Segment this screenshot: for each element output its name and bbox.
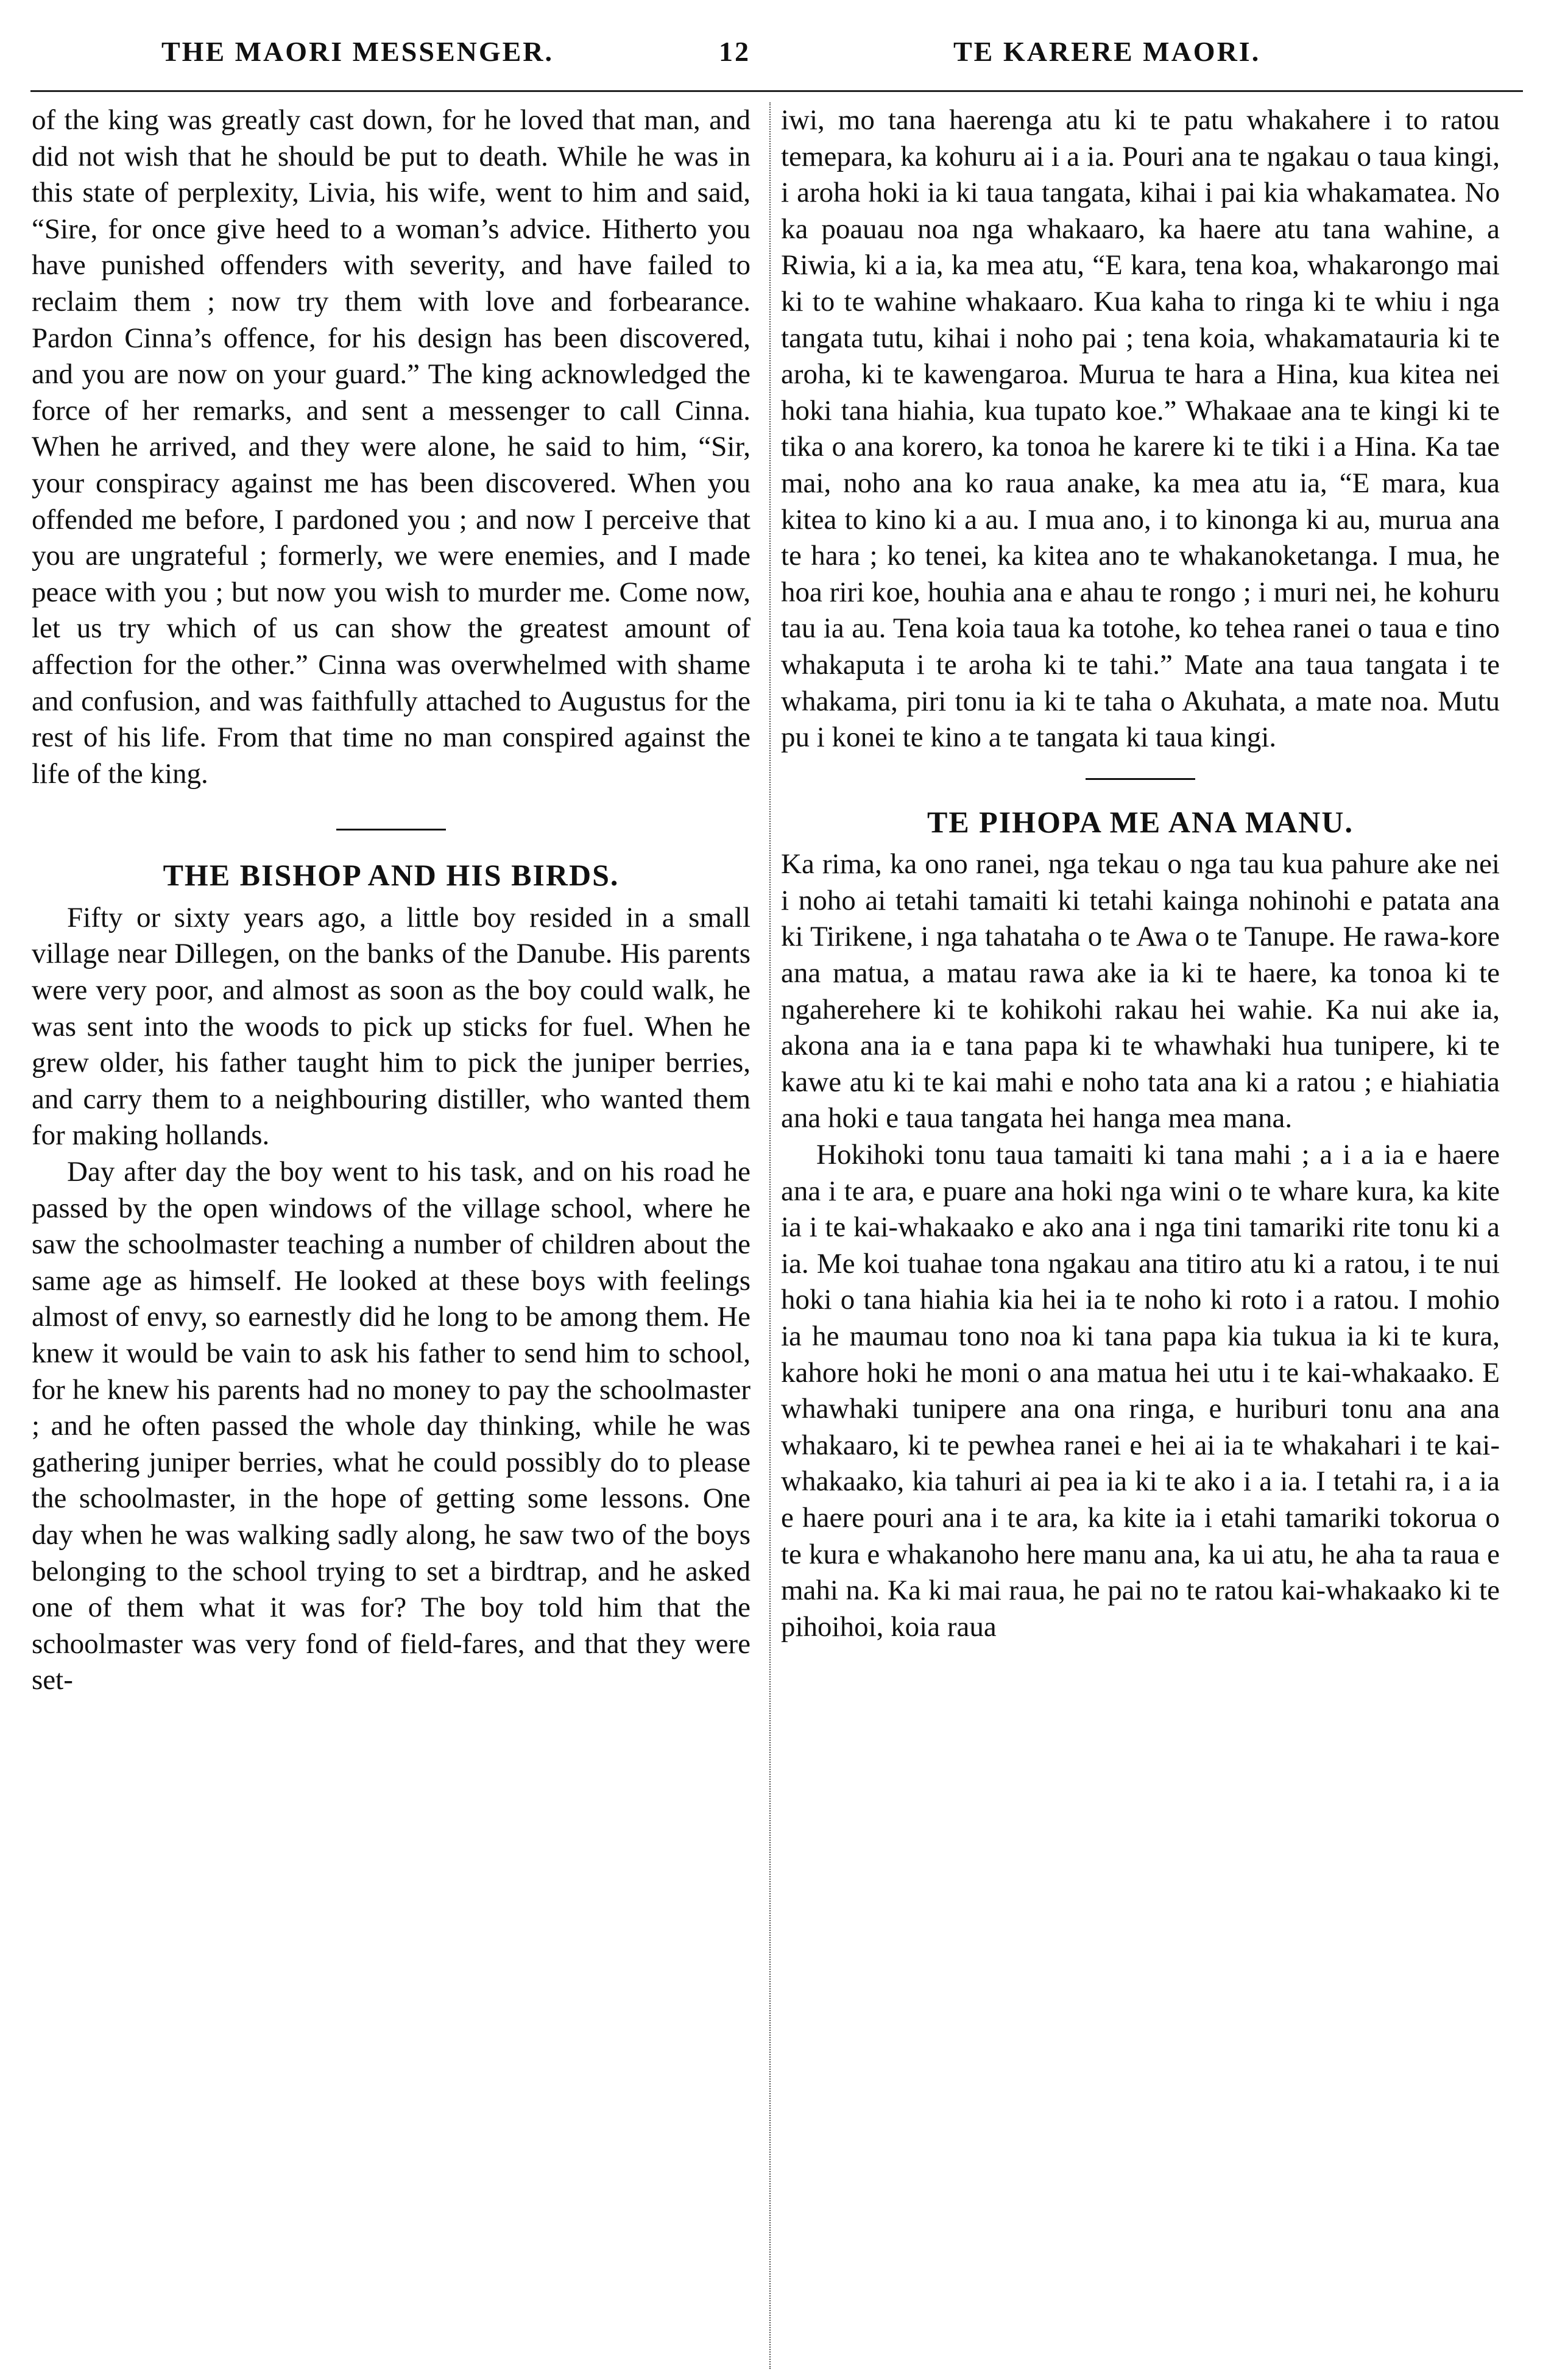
section-divider (336, 829, 446, 831)
header-english-title: THE MAORI MESSENGER. (161, 36, 554, 67)
header-rule (30, 90, 1523, 92)
english-section-title: THE BISHOP AND HIS BIRDS. (163, 858, 620, 893)
header-maori-title: TE KARERE MAORI. (953, 36, 1261, 67)
english-column (32, 102, 751, 1699)
english-paragraph: Day after day the boy went to his task, and on his road he passed by the open windows of the village school, where he saw the schoolmaster teaching a number of children about the same age as himself. He looked at these boys with feelings almost of envy, so earnestly did he long to be among them. He knew it would be vain to ask his father to send him to school, for he knew his parents had no money to pay the schoolmaster ; and he often passed the whole day thinking, while he was gathering juniper berries, what he could possibly do to please the schoolmaster, in the hope of getting some lessons. One day when he was walking sadly along, he saw two of the boys belonging to the school trying to set a birdtrap, and he asked one of them what it was for? The boy told him that the schoolmaster was very fond of field-fares, and that they were set- (32, 1156, 751, 1696)
page-header (0, 24, 1554, 91)
maori-paragraph: Ka rima, ka ono ranei, nga tekau o nga tau kua pahure ake nei i noho ai tetahi tamaiti ki tetahi kainga nohinohi e patata ana ki Tirikene, i nga tahataha o te Awa o te Tanupe. He rawa-kore ana matua, a matau rawa ake ia ki te haere, ka tonoa ki te ngaherehere ki te kohikohi rakau hei wahie. Ka nui ake ia, akona ana ia e tana papa ki te whawhaki hua tunipere, ki te kawe atu ki te kai mahi e noho tata ana ki a ratou ; e hiahiatia ana hoki e taua tangata hei hanga mea mana. (781, 848, 1500, 1135)
maori-story-continuation: iwi, mo tana haerenga atu ki te patu whakahere i to ratou temepara, ka kohuru ai i a ia. Pouri ana te ngakau o taua kingi, i aroha hoki ia ki taua tangata, kihai i pai kia whakamatea. No ka poauau noa nga whakaaro, ka haere atu tana wahine, a Riwia, ki a ia, ka mea atu, “E kara, tena koa, whakarongo mai ki to te wahine whakaaro. Kua kaha to ringa ki te whiu i nga tangata tutu, kihai i noho pai ; tena koia, whakamatauria ki te aroha, ki te kawengaroa. Murua te hara a Hina, kua kitea nei hoki tana hiahia, kua tupato koe.” Whakaae ana te kingi ki te tika o ana korero, ka tonoa he karere ki te tiki i a Hina. Ka tae mai, noho ana ko raua anake, ka mea atu ia, “E mara, kua kitea to kino ki a au. I mua ano, i to kinonga ki au, murua ana te hara ; ko tenei, ka kitea ano te whakanoketanga. I mua, he hoa riri koe, houhia ana e ahau te rongo ; i muri nei, he kohuru tau ia au. Tena koia taua ka totohe, ko tehea ranei o taua e tino whakaputa i te aroha ki te tahi.” Mate ana taua tangata i te whakama, piri tonu ia ki te taha o Akuhata, a mate noa. Mutu pu i konei te kino a te tangata ki taua kingi. (781, 104, 1500, 754)
page-number: 12 (719, 36, 751, 67)
english-story-continuation: of the king was greatly cast down, for he loved that man, and did not wish that he should be put to death. While he was in this state of perplexity, Livia, his wife, went to him and said, “Sire, for once give heed to a woman’s advice. Hitherto you have punished offenders with severity, and have failed to reclaim them ; now try them with love and forbearance. Pardon Cinna’s offence, for his design has been discovered, and you are now on your guard.” The king acknowledged the force of her remarks, and sent a messenger to call Cinna. When he arrived, and they were alone, he said to him, “Sir, your conspiracy against me has been discovered. When you offended me before, I pardoned you ; and now I perceive that you are ungrateful ; formerly, we were enemies, and I made peace with you ; but now you wish to murder me. Come now, let us try which of us can show the greatest amount of affection for the other.” Cinna was overwhelmed with shame and confusion, and was faithfully attached to Augustus for the rest of his life. From that time no man conspired against the life of the king. (32, 104, 751, 790)
column-gutter-rule (769, 102, 771, 2369)
maori-section-title: TE PIHOPA ME ANA MANU. (927, 804, 1354, 839)
section-divider (1086, 778, 1195, 780)
maori-paragraph: Hokihoki tonu taua tamaiti ki tana mahi ; a i a ia e haere ana i te ara, e puare ana hoki nga wini o te whare kura, ka kite ia i te kai-whakaako e ako ana i nga tini tamariki rite tonu ki a ia. Me koi tuahae tona ngakau ana titiro atu ki a ratou, i te nui hoki o tana hiahia kia hei ia te noho ki roto i a ratou. I mohio ia he maumau tono noa ki tana papa kia tukua ia ki te kura, kahore hoki he moni o ana matua hei utu i te kai-whakaako. E whawhaki tunipere ana ona ringa, e huriburi tonu ana ana whakaaro, ki te pewhea ranei e hei ai ia te whakahari i te kai-whakaako, kia tahuri ai pea ia ki te ako i a ia. I tetahi ra, i a ia e haere pouri ana i te ara, ka kite ia i etahi tamariki tokorua o te kura e whakanoho here manu ana, ka ui atu, he aha ta raua e mahi na. Ka ki mai raua, he pai no te ratou kai-whakaako ki te pihoihoi, koia raua (781, 1139, 1500, 1643)
english-paragraph: Fifty or sixty years ago, a little boy resided in a small village near Dillegen, on the banks of the Danube. His parents were very poor, and almost as soon as the boy could walk, he was sent into the woods to pick up sticks for fuel. When he grew older, his father taught him to pick the juniper berries, and carry them to a neighbouring distiller, who wanted them for making hollands. (32, 901, 751, 1152)
maori-column (781, 102, 1500, 1645)
